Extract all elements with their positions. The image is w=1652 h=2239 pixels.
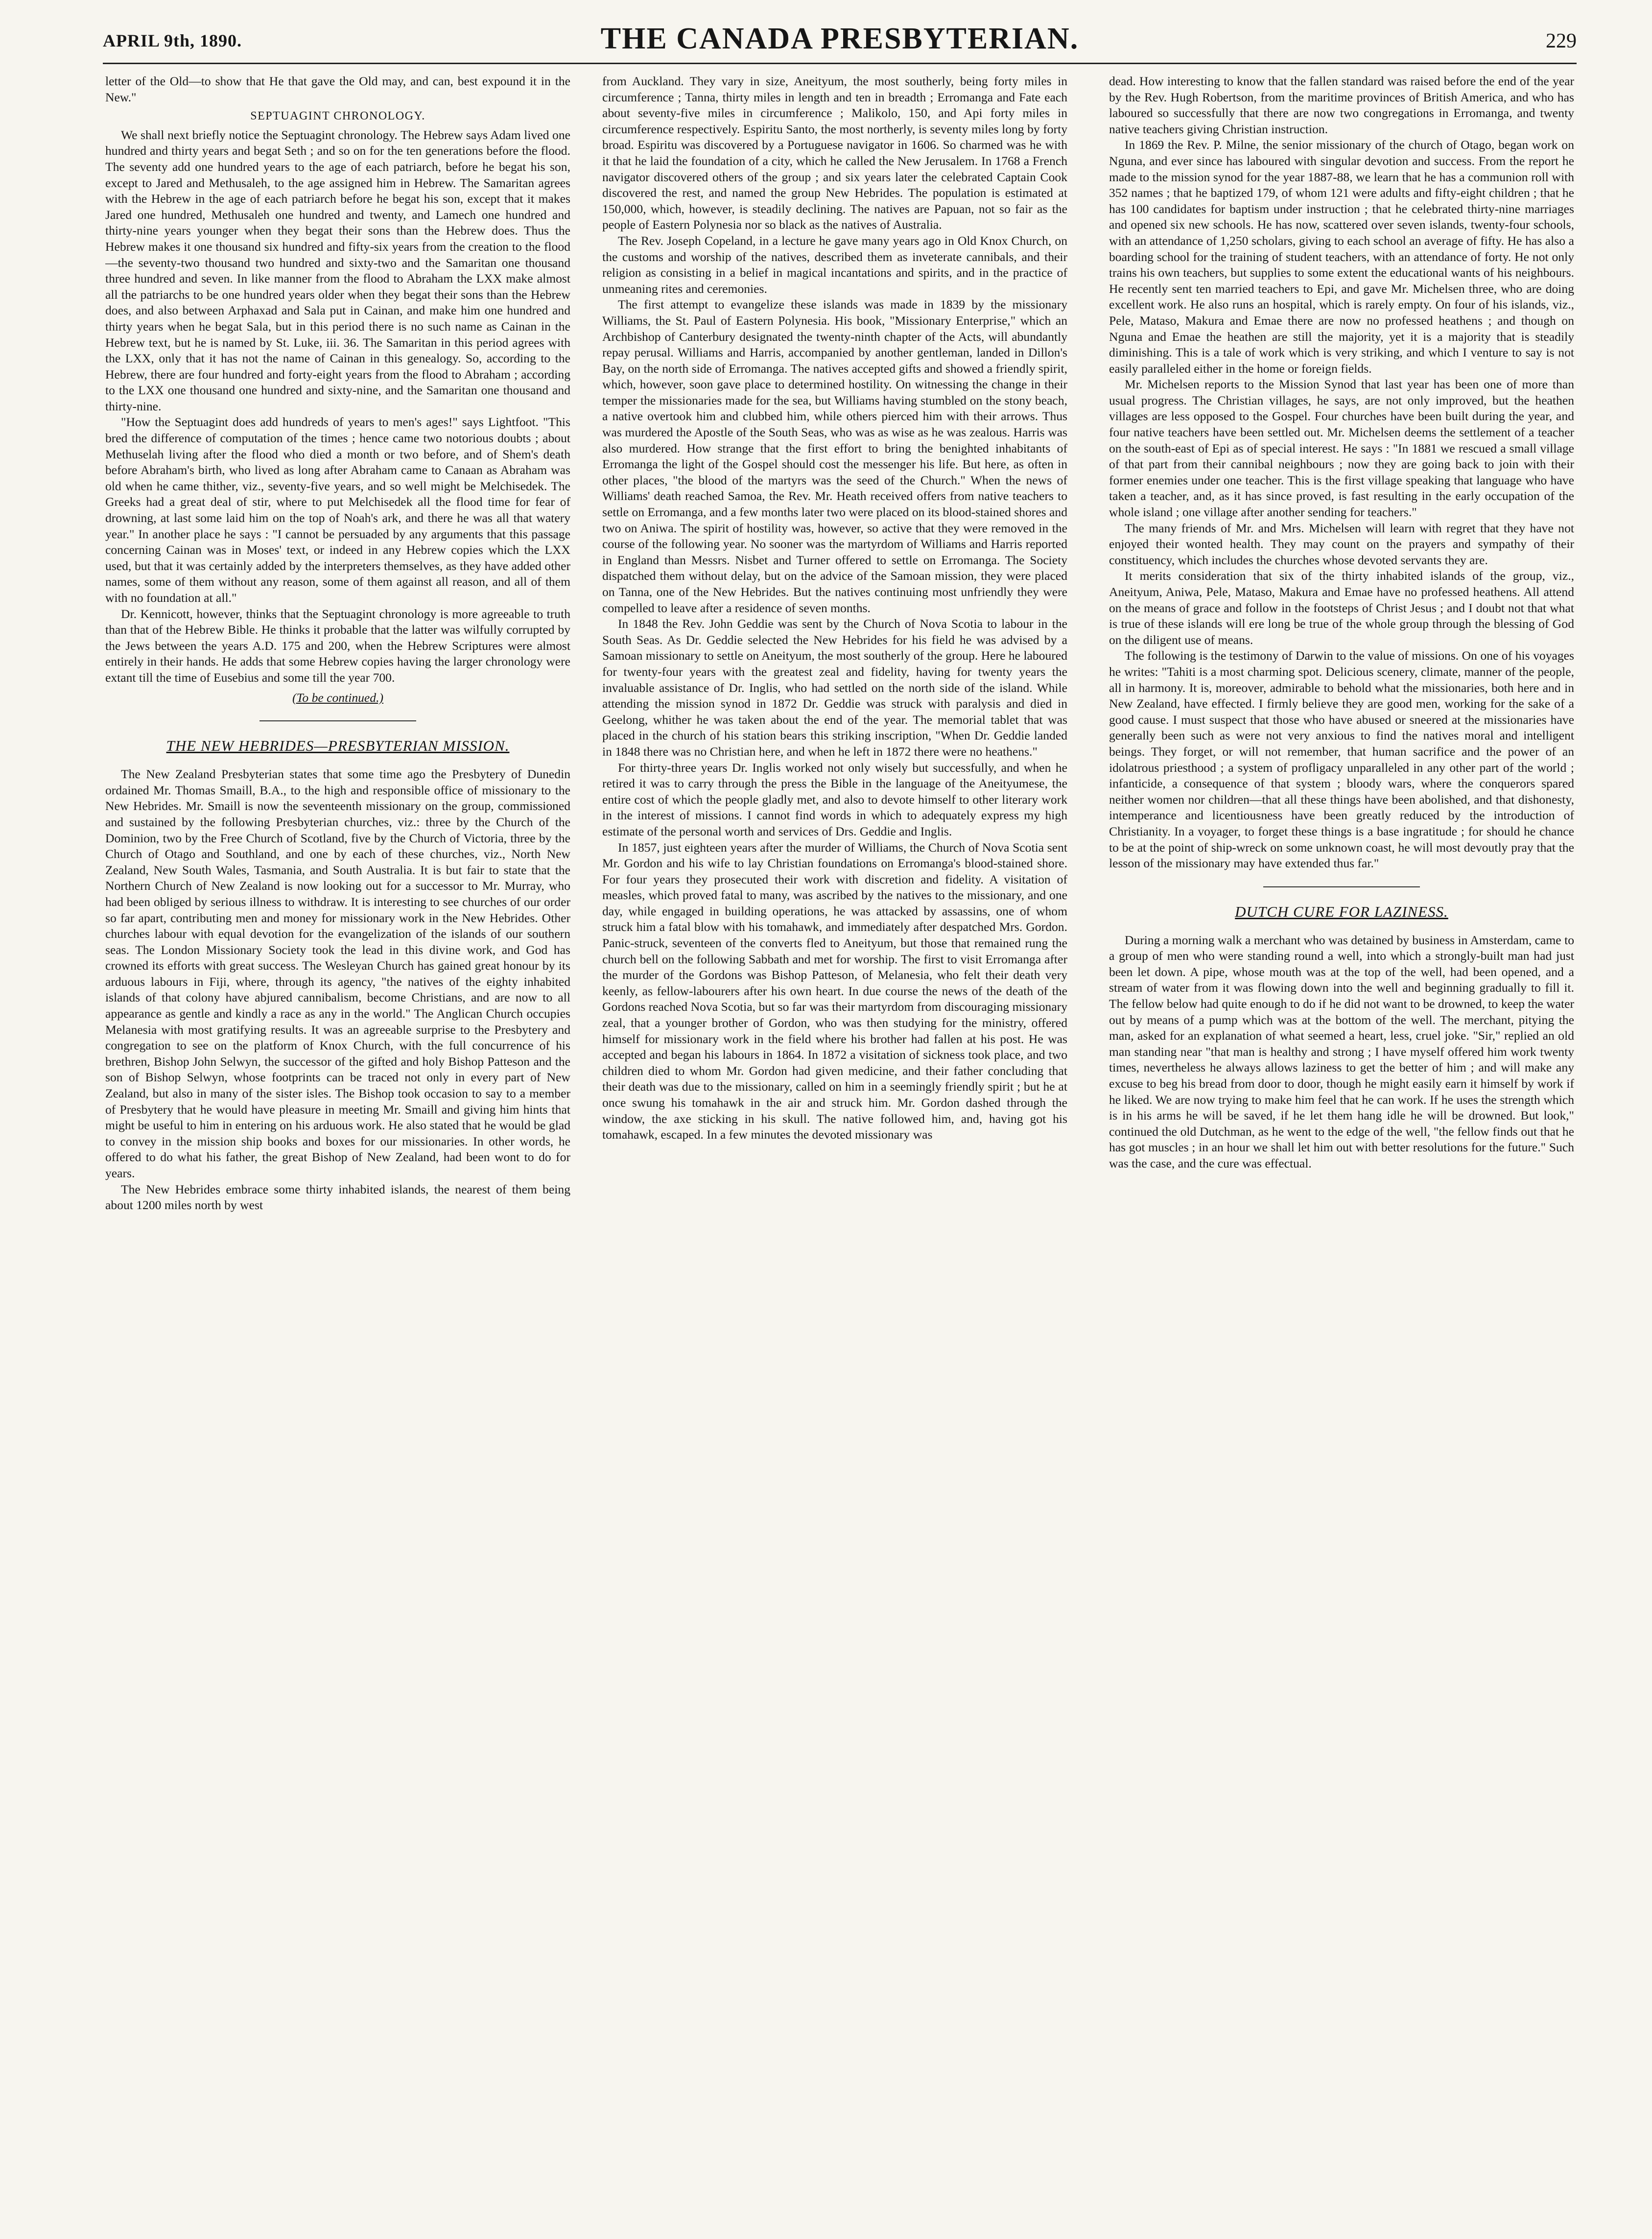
- paragraph: It merits consideration that six of the thirty inhabited islands of the group, viz., Aneityum, Aniwa, Pele, Mataso, Makura and Emae have no professed heathens. All attend on the means of grace and follow in the footsteps of Christ Jesus ; and I doubt not that what is true of these islands will ere long be true of the whole group through the blessing of God on the diligent use of means.: [1109, 569, 1574, 647]
- paragraph: In 1848 the Rev. John Geddie was sent by the Church of Nova Scotia to labour in the South Seas. As Dr. Geddie selected the New Hebrides for his field he was advised by a Samoan missionary to settle on Aneityum, the most southerly of the group. Here he laboured for twenty-four years with the greatest zeal and fidelity, having for twenty years the invaluable assistance of Dr. Inglis, who had settled on the north side of the island. While attending the mission synod in 1872 Dr. Geddie was struck with paralysis and died in Geelong, whither he was taken about the end of the year. The memorial tablet that was placed in the church of his station bears this striking inscription, "When Dr. Geddie landed in 1848 there was no Christian here, and when he left in 1872 there were no heathens.": [602, 617, 1067, 759]
- paragraph: "How the Septuagint does add hundreds of years to men's ages!" says Lightfoot. "This bred the difference of computation of the times ; hence came two notorious doubts ; about Methuselah living after the flood who died a month or two before, and of Shem's death before Abraham's birth, who lived as long after Abraham came to Canaan as Abraham was old when he came thither, viz., seventy-five years, and so well might be Melchisedek. The Greeks had a great deal of stir, where to put Melchisedek all the flood time for fear of drowning, at last some laid him on the top of Noah's ark, and there he was all that watery year." In another place he says : "I cannot be persuaded by any arguments that this passage concerning Cainan was in Moses' text, or indeed in any Hebrew copies which the LXX used, but that it was certainly added by the interpreters themselves, as they have added other names, some of them without any reason, some of them against all reason, and all of them with no foundation at all.": [105, 415, 570, 605]
- continued-text: (To be continued.): [292, 690, 383, 705]
- paragraph: In 1857, just eighteen years after the murder of Williams, the Church of Nova Scotia sent Mr. Gordon and his wife to lay Christian foundations on Erromanga's blood-stained shore. For four years they prosecuted their work with discretion and fidelity. A visitation of measles, which proved fatal to many, was ascribed by the natives to the missionary, and one day, while engaged in building operations, he was attacked by assassins, one of whom struck him a fatal blow with his tomahawk, and immediately after despatched Mrs. Gordon. Panic-struck, seventeen of the converts fled to Aneityum, but those that remained rung the church bell on the following Sabbath and met for worship. The first to visit Erromanga after the murder of the Gordons was Bishop Patteson, of Melanesia, who felt their death very keenly, as fellow-labourers after his own heart. In due course the news of the death of the Gordons reached Nova Scotia, but so far was their martyrdom from discouraging missionary zeal, that a younger brother of Gordon, who was then studying for the ministry, offered himself for missionary work in the field where his brother had fallen at his post. He was accepted and began his labours in 1864. In 1872 a visitation of sickness took place, and two children died to whom Mr. Gordon had given medicine, and their father concluding that their death was due to the missionary, called on him in a seemingly friendly spirit ; but he at once swung his tomahawk in the air and struck him. Mr. Gordon dashed through the window, the axe sticking in his skull. The native followed him, and, having got his tomahawk, escaped. In a few minutes the devoted missionary was: [602, 840, 1067, 1142]
- article-title-text: DUTCH CURE FOR LAZINESS.: [1235, 903, 1448, 920]
- article-title-text: THE NEW HEBRIDES—PRESBYTERIAN MISSION.: [166, 737, 510, 755]
- issue-date: APRIL 9th, 1890.: [103, 31, 242, 50]
- paragraph: The Rev. Joseph Copeland, in a lecture he gave many years ago in Old Knox Church, on the customs and worship of the natives, described them as inveterate cannibals, and their religion as consisting in a belief in magical incantations and spirits, and in the practice of unmeaning rites and ceremonies.: [602, 233, 1067, 296]
- paragraph: During a morning walk a merchant who was detained by business in Amsterdam, came to a group of men who were standing round a well, into which a strongly-built man had just been let down. A pipe, whose mouth was at the top of the well, had been opened, and a stream of water from it was flowing down into the well and beginning gradually to fill it. The fellow below had quite enough to do if he did not want to be drowned, to keep the water out by means of a pump which was at the bottom of the well. The merchant, pitying the man, asked for an explanation of what seemed a heart, less, cruel joke. "Sir," replied an old man standing near "that man is healthy and strong ; I have myself offered him work twenty times, nevertheless he always allows laziness to get the better of him ; and will make any excuse to beg his bread from door to door, though he might easily earn it himself by work if he liked. We are now trying to make him feel that he can work. If he uses the strength which is in his arms he will be saved, if he let them hang idle he will be drowned. But look," continued the old Dutchman, as he went to the edge of the well, "the fellow finds out that he has got muscles ; in an hour we shall let him out with better resolutions for the future." Such was the case, and the cure was effectual.: [1109, 932, 1574, 1170]
- column-1: [105, 73, 570, 2218]
- column-2: [602, 73, 1067, 2218]
- header-rule: [103, 63, 1577, 64]
- article-title: [105, 736, 570, 756]
- paragraph: The first attempt to evangelize these islands was made in 1839 by the missionary Williams, the St. Paul of Eastern Polynesia. His book, "Missionary Enterprise," which an Archbishop of Canterbury designated the twenty-ninth chapter of the Acts, will abundantly repay perusal. Williams and Harris, accompanied by another gentleman, landed in Dillon's Bay, on the north side of Erromanga. The natives accepted gifts and showed a friendly spirit, which, however, soon gave place to determined hostility. On witnessing the change in their temper the missionaries made for the sea, but Williams having stumbled on the stony beach, a native overtook him and clubbed him, while others pierced him with their arrows. Thus was murdered the Apostle of the South Seas, who was as wise as he was zealous. Harris was also murdered. How strange that the first effort to bring the benighted inhabitants of Erromanga the light of the Gospel should cost the messenger his life. But here, as often in other places, "the blood of the martyrs was the seed of the Church." When the news of Williams' death reached Samoa, the Rev. Mr. Heath received offers from native teachers to settle on Erromanga, and a few months later two were placed on its blood-stained shores and two on Aniwa. The spirit of hostility was, however, so active that they were removed in the course of the following year. No sooner was the martyrdom of Williams and Harris reported in England than Messrs. Nisbet and Turner offered to settle on Erromanga. The Society dispatched them without delay, but on the advice of the Samoan mission, they were placed on Tanna, one of the New Hebrides. But the natives continuing most unfriendly they were compelled to leave after a residence of seven months.: [602, 297, 1067, 615]
- paragraph: We shall next briefly notice the Septuagint chronology. The Hebrew says Adam lived one hundred and thirty years and begat Seth ; and so on for the ten generations before the flood. The seventy add one hundred years to the age of each patriarch, before he begat his son, except to Jared and Methusaleh, to the age assigned him in Hebrew. The Samaritan agrees with the Hebrew in the age of each patriarch before he begat his son, except that it makes Jared one hundred, Methusaleh one hundred and twenty, and Lamech one hundred and thirty-nine years younger when they begat their sons than the Hebrew does. Thus the Hebrew makes it one thousand six hundred and fifty-six years from the creation to the flood—the seventy-two thousand two hundred and sixty-two and the Samaritan one thousand three hundred and seven. In like manner from the flood to Abraham the LXX make almost all the patriarchs to be one hundred years older when they begat their sons than the Hebrew does, and also between Arphaxad and Sala put in Cainan, and make him one hundred and thirty years when he begat Sala, but in this period there is no such name as Cainan in the Hebrew text, but he is named by St. Luke, iii. 36. The Samaritan in this period agrees with the LXX, only that it has not the name of Cainan in this genealogy. So, according to the Hebrew, there are four hundred and forty-eight years from the flood to Abraham ; according to the LXX one thousand one hundred and sixty-nine, and the Samaritan one thousand and thirty-nine.: [105, 127, 570, 413]
- paragraph: Dr. Kennicott, however, thinks that the Septuagint chronology is more agreeable to truth than that of the Hebrew Bible. He thinks it probable that the latter was wilfully corrupted by the Jews between the years A.D. 175 and 200, when the Hebrew Scriptures were almost entirely in their hands. He adds that some Hebrew copies having the larger chronology were extant till the time of Eusebius and some till the year 700.: [105, 606, 570, 685]
- page-header: [103, 21, 1577, 65]
- paragraph: from Auckland. They vary in size, Aneityum, the most southerly, being forty miles in circumference ; Tanna, thirty miles in length and ten in breadth ; Erromanga and Fate each about seventy-five miles in circumference ; Malikolo, 150, and Api forty miles in circumference respectively. Espiritu Santo, the most northerly, is seventy miles long by forty broad. Espiritu was discovered by a Portuguese navigator in 1606. So charmed was he with it that he laid the foundation of a city, which he called the New Jerusalem. In 1768 a French navigator discovered others of the group ; and six years later the celebrated Captain Cook discovered the rest, and named the group New Hebrides. The population is estimated at 150,000, which, however, is steadily declining. The natives are Papuan, not so fair as the people of Eastern Polynesia nor so black as the natives of Australia.: [602, 74, 1067, 232]
- paragraph: dead. How interesting to know that the fallen standard was raised before the end of the year by the Rev. Hugh Robertson, from the maritime provinces of British America, and who has laboured so successfully that there are now two congregations in Erromanga, and twenty native teachers giving Christian instruction.: [1109, 74, 1574, 136]
- section-divider: [260, 720, 416, 721]
- paragraph: The New Zealand Presbyterian states that some time ago the Presbytery of Dunedin ordained Mr. Thomas Smaill, B.A., to the high and responsible office of missionary to the New Hebrides. Mr. Smaill is now the seventeenth missionary on the group, commissioned and sustained by the following Presbyterian churches, viz.: three by the Church of the Dominion, two by the Free Church of Scotland, five by the Church of Victoria, three by the Church of Otago and Southland, and one by each of these churches, viz., North New Zealand, New South Wales, Tasmania, and South Australia. It is but fair to state that the Northern Church of New Zealand is now looking out for a successor to Mr. Murray, who had been obliged by serious illness to withdraw. It is interesting to see churches of our order so far apart, contributing men and money for missionary work in the New Hebrides. Other churches labour with equal devotion for the evangelization of the islands of our southern seas. The London Missionary Society took the lead in this divine work, and God has crowned its efforts with great success. The Wesleyan Church has gained great honour by its arduous labours in Fiji, where, through its agency, "the natives of the eighty inhabited islands of that colony have abjured cannibalism, become Christians, and are now to all appearance as gentle and kindly a race as any in the world." The Anglican Church occupies Melanesia with most gratifying results. It was an agreeable surprise to the Presbytery and congregation to see on the platform of Knox Church, with the full concurrence of his brethren, Bishop John Selwyn, the successor of the gifted and holy Bishop Patteson and the son of Bishop Selwyn, whose footprints can be traced not only in every part of New Zealand, but also in many of the sister isles. The Bishop took occasion to say to a member of Presbytery that he would have pleasure in meeting Mr. Smaill and giving him hints that might be useful to him in entering on his arduous work. He also stated that he would be glad to convey in the mission ship books and boxes for our missionaries. In other words, he offered to do what his father, the great Bishop of New Zealand, had been wont to do for years.: [105, 767, 570, 1180]
- masthead-title: THE CANADA PRESBYTERIAN.: [600, 22, 1079, 55]
- paragraph: The following is the testimony of Darwin to the value of missions. On one of his voyages he writes: "Tahiti is a most charming spot. Delicious scenery, climate, manner of the people, all in harmony. It is, moreover, admirable to behold what the missionaries, both here and in New Zealand, have effected. I firmly believe they are good men, working for the sake of a good cause. I must suspect that those who have abused or sneered at the missionaries have generally been such as were not very anxious to find the natives moral and intelligent beings. They forget, or will not remember, that human sacrifice and the power of an idolatrous priesthood ; a system of profligacy unparalleled in any other part of the world ; infanticide, a consequence of that system ; bloody wars, where the conquerors spared neither women nor children—that all these things have been abolished, and that dishonesty, intemperance and licentiousness have been greatly reduced by the introduction of Christianity. In a voyager, to forget these things is a base ingratitude ; for should he chance to be at the point of ship-wreck on some unknown coast, he will most devoutly pray that the lesson of the missionary may have extended thus far.": [1109, 648, 1574, 871]
- paragraph: Mr. Michelsen reports to the Mission Synod that last year has been one of more than usual progress. The Christian villages, he says, are not only improved, but the heathen villages are less opposed to the Gospel. Four churches have been built during the year, and four native teachers have been settled out. Mr. Michelsen deems the settlement of a teacher on the south-east of Epi as of special interest. He says : "In 1881 we rescued a small village of that part from their cannibal neighbours ; now they are going back to join with their former enemies under one teacher. This is the first village speaking that language who have taken a teacher, and, as it has since proved, is fast resulting in the early occupation of the whole island ; one village after another sending for teachers.": [1109, 377, 1574, 520]
- paragraph: In 1869 the Rev. P. Milne, the senior missionary of the church of Otago, began work on Nguna, and ever since has laboured with singular devotion and success. From the report he made to the mission synod for the year 1887-88, we learn that he has a communion roll with 352 names ; that he baptized 179, of whom 121 were adults and fifty-eight children ; that he has 100 candidates for baptism under instruction ; that he celebrated thirty-nine marriages and opened six new schools. He has now, scattered over seven islands, twenty-four schools, with an attendance of 1,250 scholars, giving to each school an average of fifty. He has also a boarding school for the training of student teachers, with an attendance of forty. He not only trains his own teachers, but supplies to some extent the educational wants of his neighbours. He recently sent ten married teachers to Epi, and gave Mr. Michelsen three, who are doing excellent work. He also runs an hospital, which is rarely empty. On four of his islands, viz., Pele, Mataso, Makura and Emae there are now no professed heathens ; and though on Nguna and Emae the heathen are still the majority, yet it is a majority that is steadily diminishing. This is a tale of work which is very striking, and which I venture to say is not easily paralleled either in the home or foreign fields.: [1109, 138, 1574, 376]
- paragraph: The many friends of Mr. and Mrs. Michelsen will learn with regret that they have not enjoyed their wonted health. They may count on the prayers and sympathy of their constituency, which includes the churches whose devoted servants they are.: [1109, 521, 1574, 567]
- paragraph: The New Hebrides embrace some thirty inhabited islands, the nearest of them being about 1200 miles north by west: [105, 1182, 570, 1213]
- continued-note: [105, 690, 570, 706]
- paragraph: For thirty-three years Dr. Inglis worked not only wisely but successfully, and when he retired it was to carry through the press the Bible in the language of the Aneityumese, the entire cost of which the people gladly met, and also to devote himself to other literary work in the interest of missions. I cannot find words in which to adequately express my high estimate of the personal worth and services of Drs. Geddie and Inglis.: [602, 760, 1067, 838]
- article-title: [1109, 902, 1574, 922]
- column-3: [1109, 73, 1574, 2218]
- section-divider: [1263, 886, 1420, 887]
- section-subheading: SEPTUAGINT CHRONOLOGY.: [250, 110, 425, 123]
- page-number: 229: [1546, 30, 1577, 52]
- paragraph: letter of the Old—to show that He that gave the Old may, and can, best expound it in the New.": [105, 74, 570, 104]
